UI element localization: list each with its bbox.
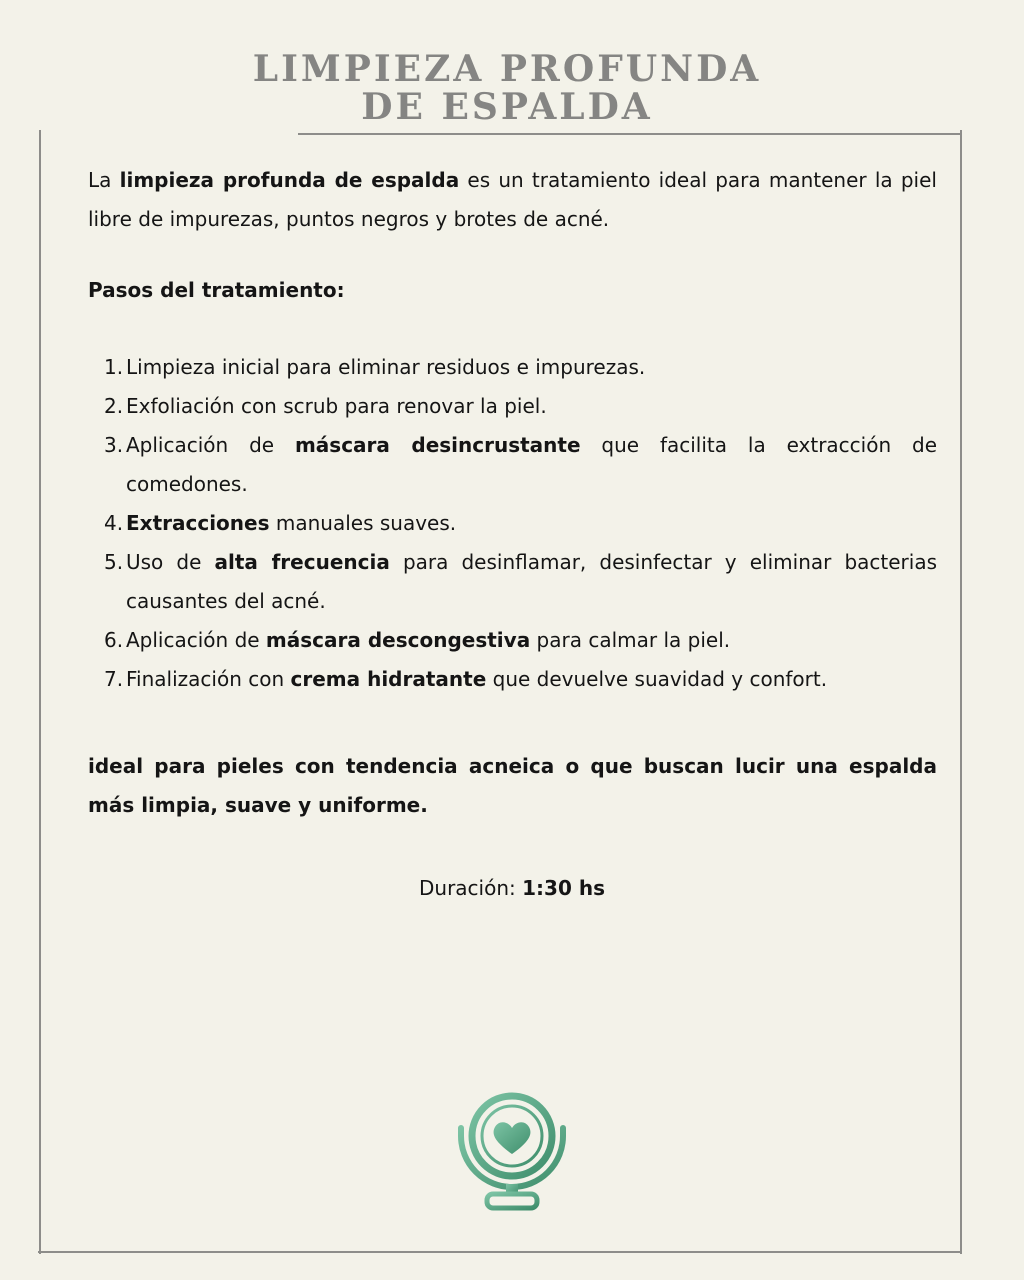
page-title: LIMPIEZA PROFUNDA DE ESPALDA <box>252 48 762 128</box>
intro-paragraph: La limpieza profunda de espalda es un tratamiento ideal para mantener la piel libre de impurezas, puntos negros y brotes de acné. <box>88 168 937 231</box>
frame-left-line <box>39 130 41 1254</box>
list-item: 6. Aplicación de máscara descongestiva para calmar la piel. <box>104 628 731 652</box>
mirror-heart-logo-icon <box>455 1088 569 1214</box>
list-item: 1. Limpieza inicial para eliminar residuos e impurezas. <box>104 355 646 379</box>
frame-right-line <box>960 130 962 1254</box>
list-item: 2. Exfoliación con scrub para renovar la piel. <box>104 394 547 418</box>
list-item: 4. Extracciones manuales suaves. <box>104 511 457 535</box>
closing-statement: ideal para pieles con tendencia acneica o que buscan lucir una espalda más limpia, suave y uniforme. <box>88 754 937 817</box>
frame-bottom-line <box>38 1251 962 1253</box>
list-item: 7. Finalización con crema hidratante que devuelve suavidad y confort. <box>104 667 828 691</box>
list-item: 5. Uso de alta frecuencia para desinflamar, desinfectar y eliminar bacterias causantes del acné. <box>104 550 937 613</box>
steps-heading: Pasos del tratamiento: <box>88 278 345 302</box>
frame-top-line <box>298 133 962 135</box>
list-item: 3. Aplicación de máscara desincrustante que facilita la extracción de comedones. <box>104 433 938 496</box>
duration: Duración: 1:30 hs <box>419 876 605 900</box>
steps-list <box>88 348 937 699</box>
